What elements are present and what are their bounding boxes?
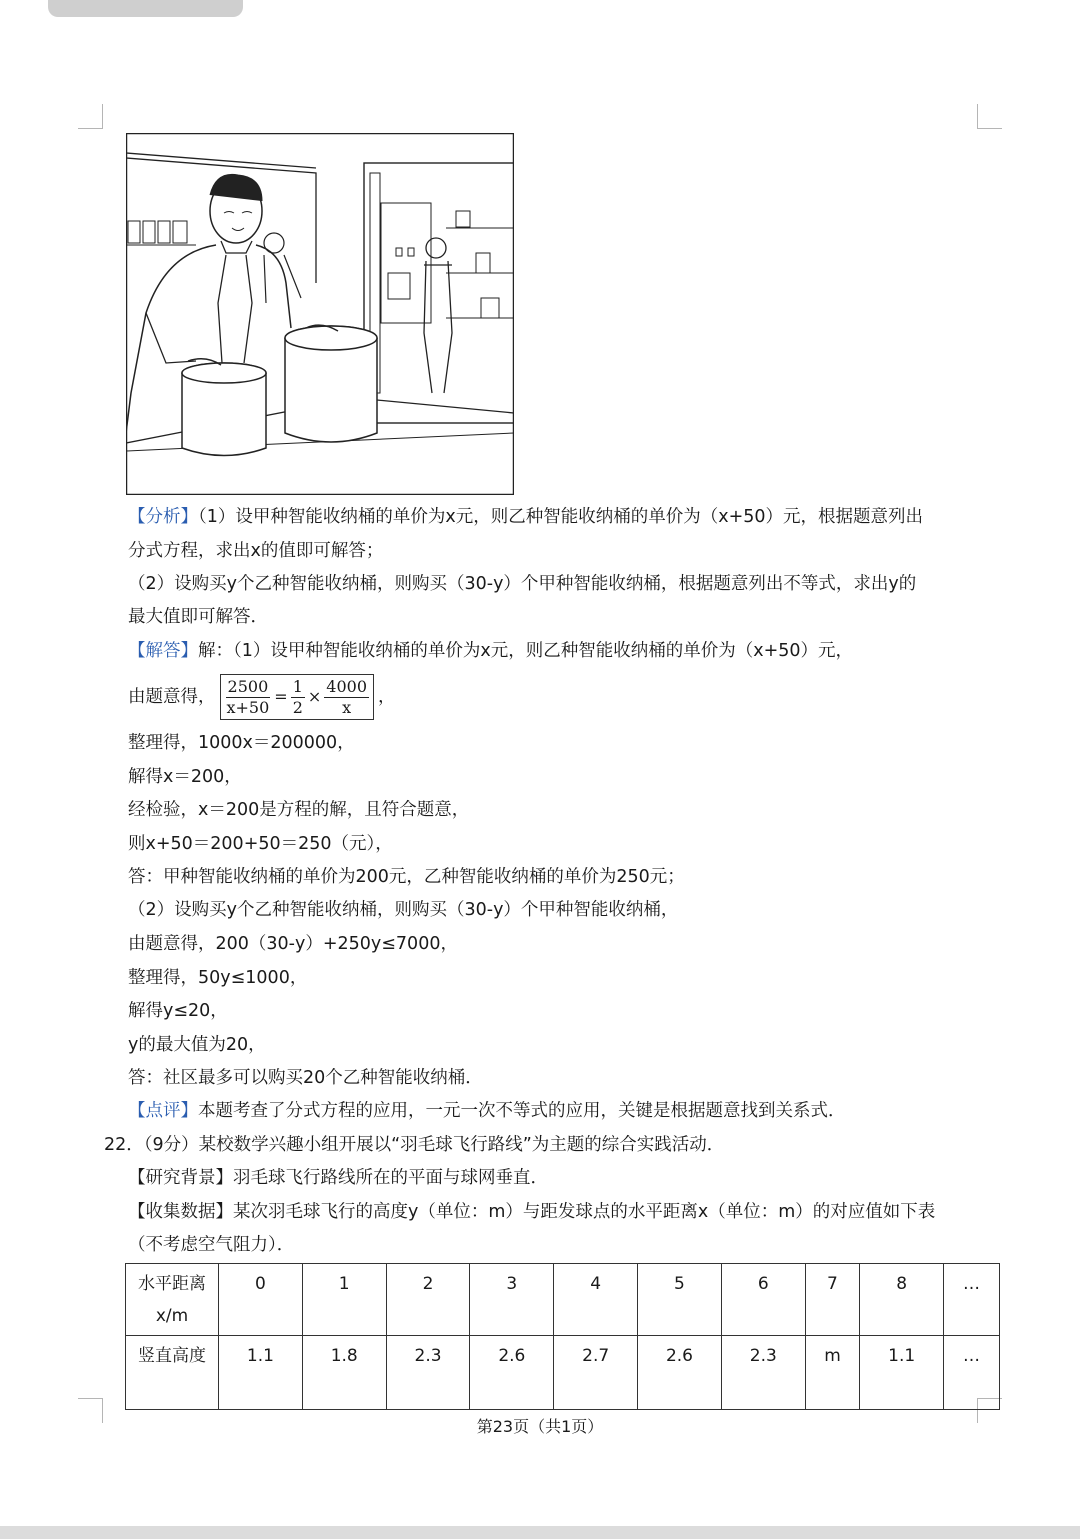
table-cell: 2.6 xyxy=(638,1336,722,1410)
table-cell: 5 xyxy=(638,1264,722,1336)
analysis-line-3: （2）设购买y个乙种智能收纳桶，则购买（30-y）个甲种智能收纳桶，根据题意列出不等式，求出y的 xyxy=(128,574,917,594)
comment-line: 【点评】本题考查了分式方程的应用，一元一次不等式的应用，关键是根据题意找到关系式． xyxy=(128,1101,846,1121)
comment-tag: 【点评】 xyxy=(128,1101,198,1121)
question-22-title: 22．（9分）某校数学兴趣小组开展以“羽毛球飞行路线”为主题的综合实践活动． xyxy=(104,1135,725,1155)
equation-line: 由题意得， $\frac{2500}{x+50}$ = $\frac{1}{2}$ × $\frac{4000}{x}$ ， xyxy=(128,674,396,720)
analysis-line-1: 【分析】（1）设甲种智能收纳桶的单价为x元，则乙种智能收纳桶的单价为（x+50）元，根据题意列出 xyxy=(128,507,924,527)
table-cell: 2 xyxy=(386,1264,470,1336)
table-cell: 0 xyxy=(219,1264,303,1336)
solution-line-11: 解得y≤20， xyxy=(128,1001,228,1021)
table-cell: 2.3 xyxy=(721,1336,805,1410)
solution-tag: 【解答】 xyxy=(128,641,198,661)
crop-mark xyxy=(78,104,103,129)
collect-data-line-2: （不考虑空气阻力）． xyxy=(128,1235,295,1255)
table-cell: 1.1 xyxy=(860,1336,944,1410)
table-cell: m xyxy=(805,1336,860,1410)
table-cell: … xyxy=(944,1336,1000,1410)
table-cell: 1.8 xyxy=(302,1336,386,1410)
solution-line-5: 经检验，x＝200是方程的解，且符合题意， xyxy=(128,800,470,820)
table-row xyxy=(126,1336,1000,1410)
table-cell: 7 xyxy=(805,1264,860,1336)
row-header-height: 竖直高度 xyxy=(126,1336,219,1410)
illustration-storage-bins xyxy=(126,133,514,495)
data-table xyxy=(125,1263,1000,1410)
collect-data-line-1: 【收集数据】某次羽毛球飞行的高度y（单位：m）与距发球点的水平距离x（单位：m）的对应值如下表 xyxy=(128,1202,936,1222)
bottom-bar xyxy=(0,1526,1080,1539)
solution-line-6: 则x+50＝200+50＝250（元）， xyxy=(128,834,393,854)
table-cell: 8 xyxy=(860,1264,944,1336)
solution-line-4: 解得x＝200， xyxy=(128,767,242,787)
page-footer: 第23页（共1页） xyxy=(476,1417,604,1436)
fraction: $\frac{2500}{x+50}$ xyxy=(226,676,270,717)
table-cell: 1 xyxy=(302,1264,386,1336)
table-cell: 2.6 xyxy=(470,1336,554,1410)
top-handle xyxy=(48,0,243,17)
solution-line-7: 答：甲种智能收纳桶的单价为200元，乙种智能收纳桶的单价为250元； xyxy=(128,867,685,887)
table-cell: 6 xyxy=(721,1264,805,1336)
equation-box: $\frac{2500}{x+50}$ = $\frac{1}{2}$ × $\frac{4000}{x}$ xyxy=(220,674,375,720)
solution-line-9: 由题意得，200（30-y）+250y≤7000， xyxy=(128,934,458,954)
row-header-distance: 水平距离 x/m xyxy=(126,1264,219,1336)
fraction: $\frac{4000}{x}$ xyxy=(326,676,368,717)
table-cell: … xyxy=(944,1264,1000,1336)
crop-mark xyxy=(977,104,1002,129)
analysis-line-2: 分式方程，求出x的值即可解答； xyxy=(128,541,384,561)
analysis-tag: 【分析】 xyxy=(128,507,198,527)
analysis-line-4: 最大值即可解答． xyxy=(128,607,268,627)
solution-line-1: 【解答】解：（1）设甲种智能收纳桶的单价为x元，则乙种智能收纳桶的单价为（x+50）元， xyxy=(128,641,854,661)
table-cell: 1.1 xyxy=(219,1336,303,1410)
solution-line-8: （2）设购买y个乙种智能收纳桶，则购买（30-y）个甲种智能收纳桶， xyxy=(128,900,679,920)
table-row xyxy=(126,1264,1000,1336)
table-cell: 2.3 xyxy=(386,1336,470,1410)
solution-line-13: 答：社区最多可以购买20个乙种智能收纳桶． xyxy=(128,1068,483,1088)
table-cell: 3 xyxy=(470,1264,554,1336)
solution-line-12: y的最大值为20， xyxy=(128,1035,266,1055)
research-background: 【研究背景】羽毛球飞行路线所在的平面与球网垂直． xyxy=(128,1168,548,1188)
fraction: $\frac{1}{2}$ xyxy=(292,676,303,717)
table-cell: 2.7 xyxy=(554,1336,638,1410)
solution-line-3: 整理得，1000x＝200000， xyxy=(128,733,355,753)
table-cell: 4 xyxy=(554,1264,638,1336)
solution-line-10: 整理得，50y≤1000， xyxy=(128,968,308,988)
